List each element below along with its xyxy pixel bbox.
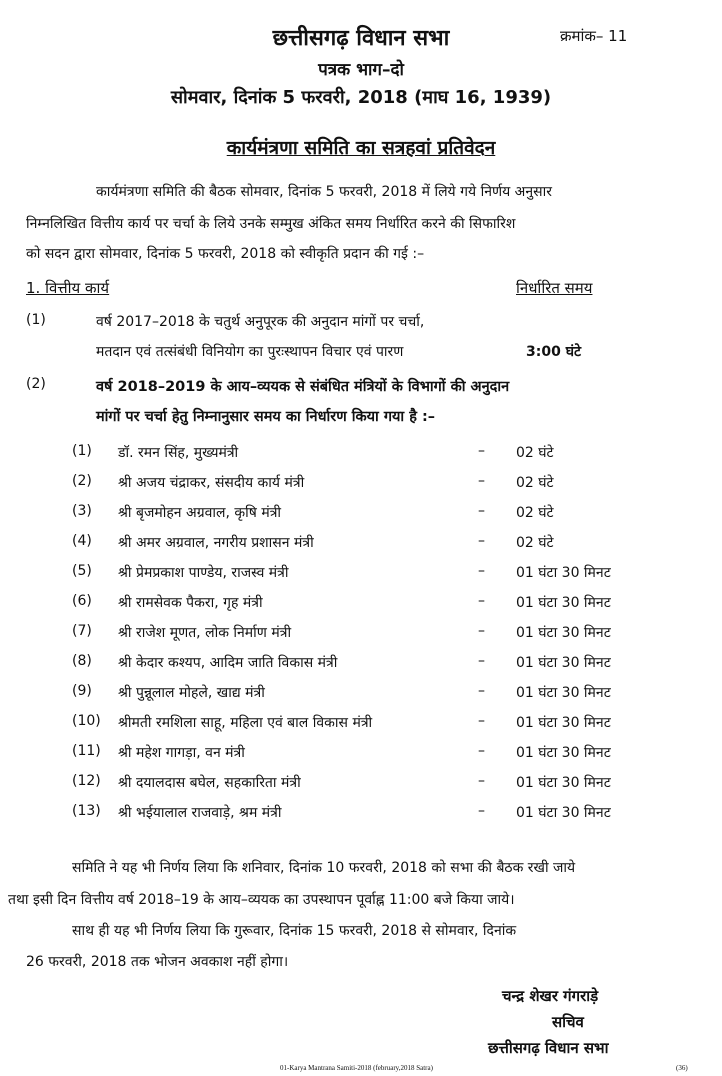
minister-dash: – [478, 593, 485, 609]
item-1-line-2: मतदान एवं तत्संबंधी विनियोग का पुरःस्थापन विचार एवं पारण [96, 344, 404, 360]
minister-time: 01 घंटा 30 मिनट [516, 745, 611, 761]
minister-dash: – [478, 773, 485, 789]
minister-name: श्री अजय चंद्राकर, संसदीय कार्य मंत्री [118, 475, 305, 491]
minister-dash: – [478, 473, 485, 489]
minister-number: (7) [72, 623, 92, 639]
minister-time: 01 घंटा 30 मिनट [516, 565, 611, 581]
minister-name: श्री राजेश मूणत, लोक निर्माण मंत्री [118, 625, 292, 641]
minister-number: (10) [72, 713, 101, 729]
item-1-number: (1) [26, 312, 46, 328]
minister-dash: – [478, 563, 485, 579]
item-1-line-1: वर्ष 2017–2018 के चतुर्थ अनुपूरक की अनुदान मांगों पर चर्चा, [96, 314, 425, 330]
minister-number: (9) [72, 683, 92, 699]
minister-time: 02 घंटे [516, 445, 554, 461]
closing-line-1: समिति ने यह भी निर्णय लिया कि शनिवार, दिनांक 10 फरवरी, 2018 को सभा की बैठक रखी जाये [72, 860, 576, 876]
minister-number: (1) [72, 443, 92, 459]
minister-dash: – [478, 503, 485, 519]
minister-name: श्री दयालदास बघेल, सहकारिता मंत्री [118, 775, 301, 791]
minister-dash: – [478, 713, 485, 729]
minister-number: (6) [72, 593, 92, 609]
minister-name: श्री केदार कश्यप, आदिम जाति विकास मंत्री [118, 655, 338, 671]
report-title: कार्यमंत्रणा समिति का सत्रहवां प्रतिवेदन [226, 137, 496, 159]
minister-time: 02 घंटे [516, 535, 554, 551]
footer-file: 01-Karya Mantrana Samiti-2018 (february,2018 Satra) [280, 1064, 433, 1072]
time-column-header: निर्धारित समय [516, 279, 593, 297]
signatory-name: चन्द्र शेखर गंगराड़े [502, 987, 599, 1005]
document-title: छत्तीसगढ़ विधान सभा [272, 26, 450, 51]
intro-line-3: को सदन द्वारा सोमवार, दिनांक 5 फरवरी, 2018 को स्वीकृति प्रदान की गई :– [26, 246, 425, 262]
closing-line-2: तथा इसी दिन वित्तीय वर्ष 2018–19 के आय–व्ययक का उपस्थापन पूर्वाह्न 11:00 बजे किया जाये। [8, 892, 515, 908]
minister-number: (2) [72, 473, 92, 489]
intro-line-1: कार्यमंत्रणा समिति की बैठक सोमवार, दिनांक 5 फरवरी, 2018 में लिये गये निर्णय अनुसार [96, 184, 552, 200]
minister-name: श्री भईयालाल राजवाड़े, श्रम मंत्री [118, 805, 282, 821]
section-label: 1. वित्तीय कार्य [26, 279, 110, 297]
minister-time: 01 घंटा 30 मिनट [516, 685, 611, 701]
item-1-time: 3:00 घंटे [526, 344, 582, 360]
minister-dash: – [478, 803, 485, 819]
document-subtitle: पत्रक भाग–दो [318, 60, 404, 80]
signatory-designation: सचिव [552, 1013, 584, 1031]
serial-number: क्रमांक– 11 [560, 27, 628, 45]
minister-name: श्री रामसेवक पैकरा, गृह मंत्री [118, 595, 263, 611]
minister-name: श्री प्रेमप्रकाश पाण्डेय, राजस्व मंत्री [118, 565, 289, 581]
minister-time: 01 घंटा 30 मिनट [516, 805, 611, 821]
minister-number: (5) [72, 563, 92, 579]
minister-dash: – [478, 653, 485, 669]
minister-number: (4) [72, 533, 92, 549]
minister-number: (11) [72, 743, 101, 759]
intro-line-2: निम्नलिखित वित्तीय कार्य पर चर्चा के लिये उनके सम्मुख अंकित समय निर्धारित करने की सिफारिश [26, 216, 516, 232]
minister-time: 02 घंटे [516, 505, 554, 521]
signatory-office: छत्तीसगढ़ विधान सभा [488, 1039, 609, 1057]
minister-name: श्री पुन्नूलाल मोहले, खाद्य मंत्री [118, 685, 265, 701]
minister-number: (12) [72, 773, 101, 789]
minister-time: 01 घंटा 30 मिनट [516, 715, 611, 731]
minister-number: (3) [72, 503, 92, 519]
minister-time: 01 घंटा 30 मिनट [516, 595, 611, 611]
minister-dash: – [478, 623, 485, 639]
item-2-number: (2) [26, 376, 46, 392]
minister-name: श्रीमती रमशिला साहू, महिला एवं बाल विकास मंत्री [118, 715, 373, 731]
minister-time: 01 घंटा 30 मिनट [516, 655, 611, 671]
minister-dash: – [478, 743, 485, 759]
minister-name: श्री बृजमोहन अग्रवाल, कृषि मंत्री [118, 505, 282, 521]
minister-dash: – [478, 683, 485, 699]
minister-number: (13) [72, 803, 101, 819]
page-number: (36) [676, 1064, 688, 1072]
minister-time: 01 घंटा 30 मिनट [516, 775, 611, 791]
closing-line-3: साथ ही यह भी निर्णय लिया कि गुरूवार, दिनांक 15 फरवरी, 2018 से सोमवार, दिनांक [72, 923, 517, 939]
minister-number: (8) [72, 653, 92, 669]
minister-name: डॉ. रमन सिंह, मुख्यमंत्री [118, 445, 239, 461]
minister-dash: – [478, 443, 485, 459]
minister-name: श्री अमर अग्रवाल, नगरीय प्रशासन मंत्री [118, 535, 314, 551]
minister-dash: – [478, 533, 485, 549]
document-date: सोमवार, दिनांक 5 फरवरी, 2018 (माघ 16, 1939) [170, 87, 552, 108]
minister-time: 02 घंटे [516, 475, 554, 491]
closing-line-4: 26 फरवरी, 2018 तक भोजन अवकाश नहीं होगा। [26, 954, 289, 970]
minister-time: 01 घंटा 30 मिनट [516, 625, 611, 641]
item-2-line-2: मांगों पर चर्चा हेतु निम्नानुसार समय का निर्धारण किया गया है :– [96, 409, 436, 425]
item-2-line-1: वर्ष 2018–2019 के आय–व्ययक से संबंधित मंत्रियों के विभागों की अनुदान [96, 379, 510, 395]
minister-name: श्री महेश गागड़ा, वन मंत्री [118, 745, 245, 761]
